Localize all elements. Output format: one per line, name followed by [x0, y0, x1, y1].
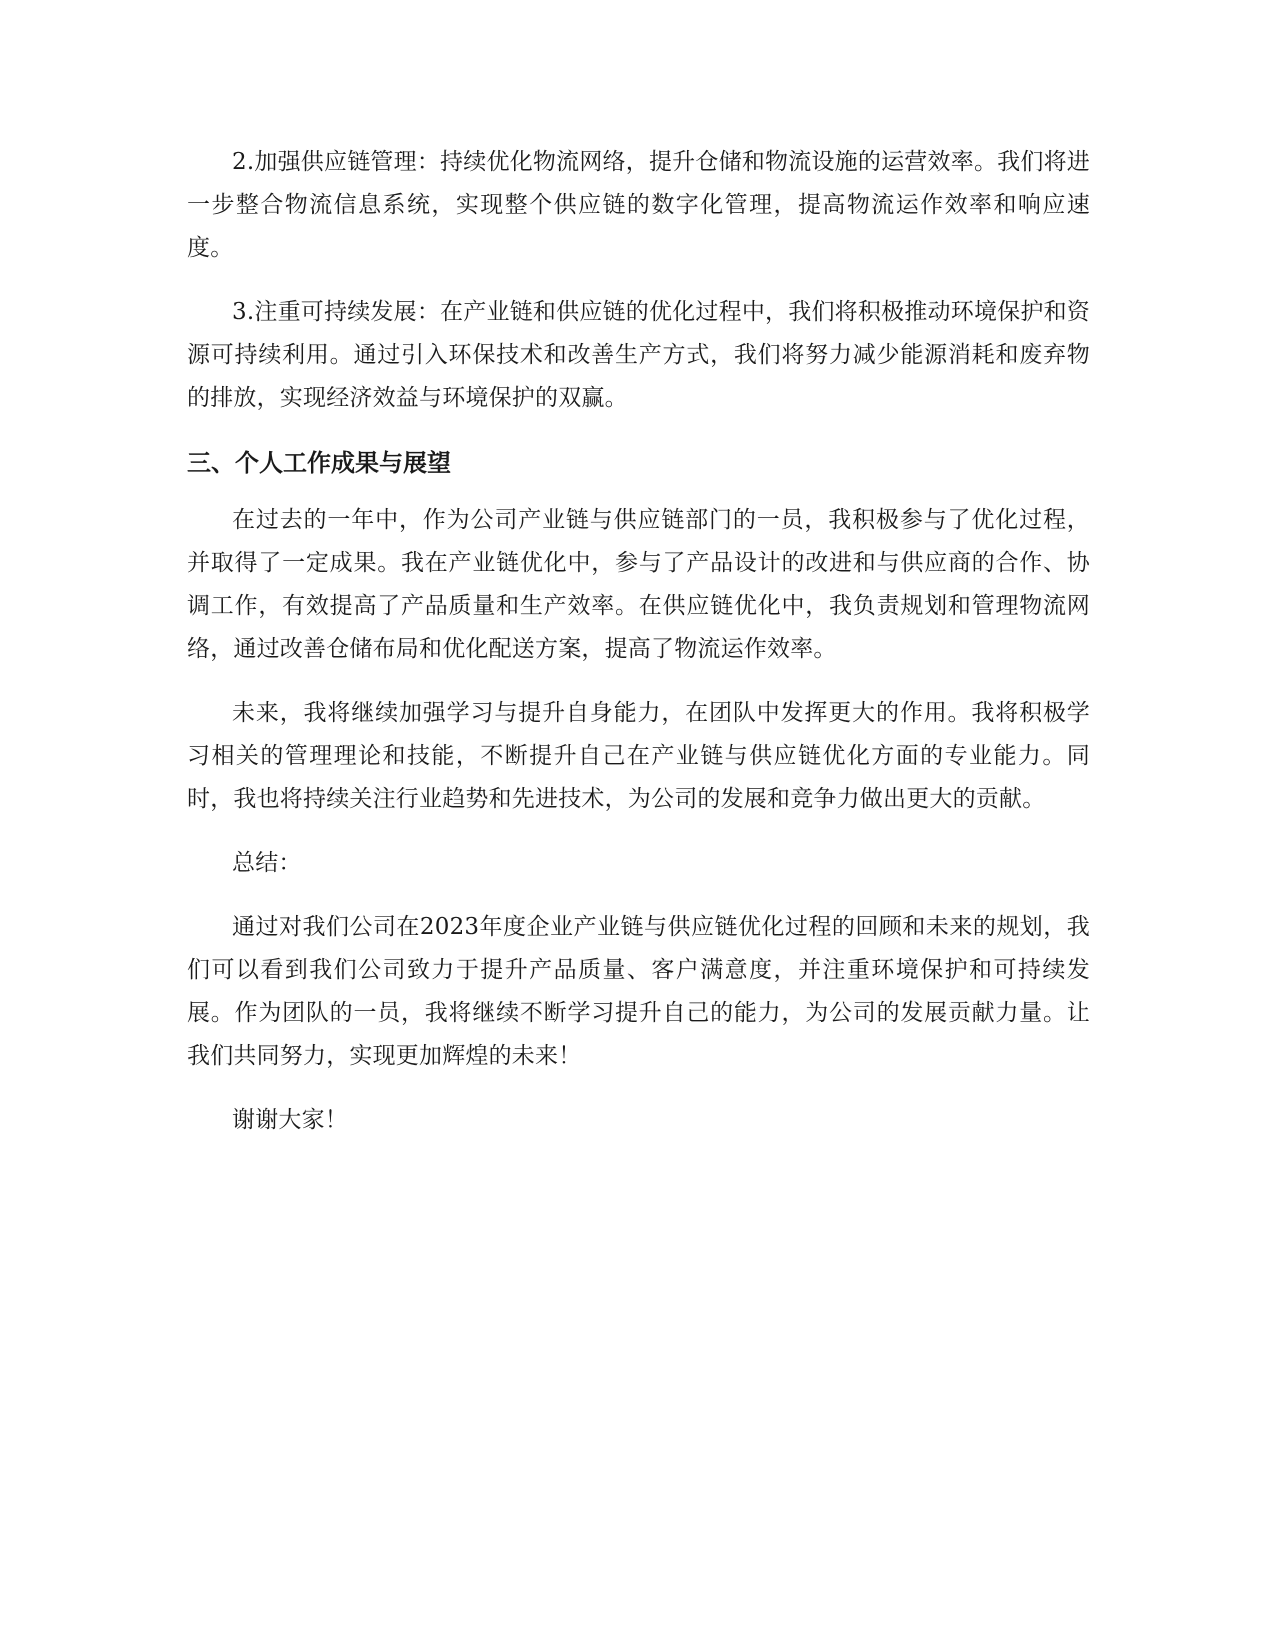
document-body	[187, 141, 1090, 1163]
paragraph-past-achievements: 在过去的一年中，作为公司产业链与供应链部门的一员，我积极参与了优化过程，并取得了一定成果。我在产业链优化中，参与了产品设计的改进和与供应商的合作、协调工作，有效提高了产品质量和生产效率。在供应链优化中，我负责规划和管理物流网络，通过改善仓储布局和优化配送方案，提高了物流运作效率。	[187, 507, 1090, 662]
paragraph-future-outlook: 未来，我将继续加强学习与提升自身能力，在团队中发挥更大的作用。我将积极学习相关的管理理论和技能，不断提升自己在产业链与供应链优化方面的专业能力。同时，我也将持续关注行业趋势和先进技术，为公司的发展和竞争力做出更大的贡献。	[187, 700, 1090, 812]
paragraph-thanks: 谢谢大家！	[232, 1107, 348, 1133]
paragraph-sustainable-development: 3.注重可持续发展：在产业链和供应链的优化过程中，我们将积极推动环境保护和资源可持续利用。通过引入环保技术和改善生产方式，我们将努力减少能源消耗和废弃物的排放，实现经济效益与环境保护的双赢。	[187, 299, 1090, 411]
paragraph-summary: 通过对我们公司在2023年度企业产业链与供应链优化过程的回顾和未来的规划，我们可以看到我们公司致力于提升产品质量、客户满意度，并注重环境保护和可持续发展。作为团队的一员，我将继续不断学习提升自己的能力，为公司的发展贡献力量。让我们共同努力，实现更加辉煌的未来！	[187, 914, 1090, 1069]
paragraph-supply-chain-management: 2.加强供应链管理：持续优化物流网络，提升仓储和物流设施的运营效率。我们将进一步整合物流信息系统，实现整个供应链的数字化管理，提高物流运作效率和响应速度。	[187, 149, 1090, 261]
paragraph-summary-label: 总结：	[232, 850, 302, 876]
section-heading: 三、个人工作成果与展望	[187, 449, 451, 477]
